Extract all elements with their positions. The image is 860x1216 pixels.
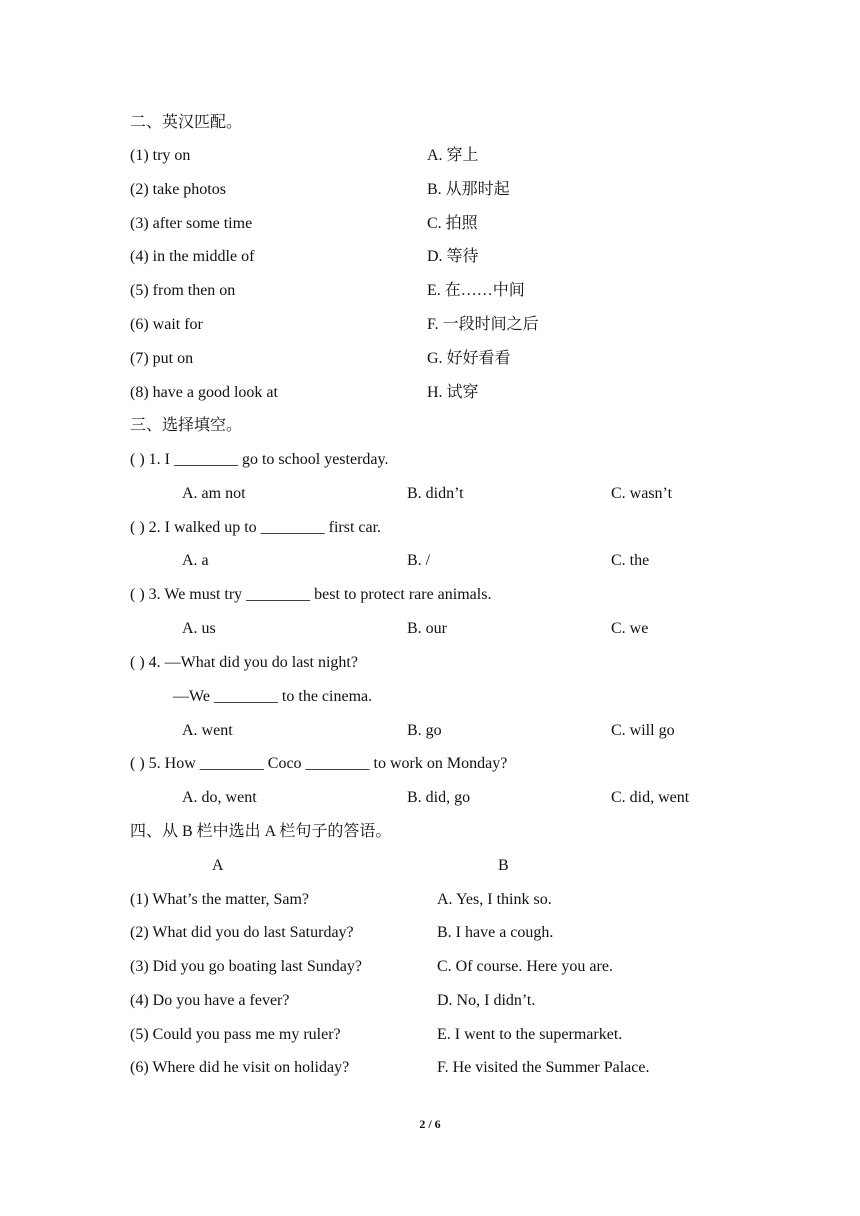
option-c: C. wasn’t xyxy=(611,485,673,502)
section2-heading: 二、英汉匹配。 xyxy=(130,114,243,131)
option-c: C. we xyxy=(611,620,649,637)
option-b: B. our xyxy=(407,620,447,637)
column-b-item: E. I went to the supermarket. xyxy=(437,1026,623,1043)
match-right-item: B. 从那时起 xyxy=(427,181,510,198)
column-b-item: D. No, I didn’t. xyxy=(437,992,536,1009)
match-right-item: G. 好好看看 xyxy=(427,350,511,367)
match-right-item: A. 穿上 xyxy=(427,147,479,164)
match-left-item: (6) wait for xyxy=(130,316,203,333)
column-a-item: (5) Could you pass me my ruler? xyxy=(130,1026,341,1043)
question-5: ( ) 5. How ________ Coco ________ to work on Monday? xyxy=(130,755,508,772)
column-a-item: (2) What did you do last Saturday? xyxy=(130,924,354,941)
match-right-item: F. 一段时间之后 xyxy=(427,316,539,333)
option-a: A. am not xyxy=(182,485,246,502)
column-a-item: (3) Did you go boating last Sunday? xyxy=(130,958,362,975)
match-right-item: C. 拍照 xyxy=(427,215,478,232)
option-a: A. do, went xyxy=(182,789,257,806)
column-a-item: (1) What’s the matter, Sam? xyxy=(130,891,310,908)
question-4: ( ) 4. —What did you do last night? xyxy=(130,654,358,671)
match-left-item: (2) take photos xyxy=(130,181,226,198)
option-b: B. go xyxy=(407,722,442,739)
option-c: C. did, went xyxy=(611,789,690,806)
section4-heading: 四、从 B 栏中选出 A 栏句子的答语。 xyxy=(130,823,392,840)
option-b: B. didn’t xyxy=(407,485,464,502)
option-b: B. / xyxy=(407,552,431,569)
match-left-item: (1) try on xyxy=(130,147,191,164)
option-a: A. us xyxy=(182,620,216,637)
option-b: B. did, go xyxy=(407,789,471,806)
section3-heading: 三、选择填空。 xyxy=(130,417,243,434)
question-3: ( ) 3. We must try ________ best to protect rare animals. xyxy=(130,586,492,603)
option-c: C. the xyxy=(611,552,650,569)
option-a: A. went xyxy=(182,722,233,739)
column-a-item: (4) Do you have a fever? xyxy=(130,992,290,1009)
column-b-item: F. He visited the Summer Palace. xyxy=(437,1059,650,1076)
option-a: A. a xyxy=(182,552,209,569)
question-2: ( ) 2. I walked up to ________ first car. xyxy=(130,519,382,536)
match-right-item: E. 在……中间 xyxy=(427,282,525,299)
match-right-item: H. 试穿 xyxy=(427,384,479,401)
match-left-item: (8) have a good look at xyxy=(130,384,278,401)
page-number: 2 / 6 xyxy=(419,1117,441,1131)
column-b-header: B xyxy=(498,857,509,874)
question-4-reply: —We ________ to the cinema. xyxy=(173,688,373,705)
match-left-item: (4) in the middle of xyxy=(130,248,255,265)
match-left-item: (7) put on xyxy=(130,350,194,367)
option-c: C. will go xyxy=(611,722,675,739)
column-b-item: A. Yes, I think so. xyxy=(437,891,552,908)
match-right-item: D. 等待 xyxy=(427,248,479,265)
column-b-item: C. Of course. Here you are. xyxy=(437,958,613,975)
column-a-header: A xyxy=(212,857,224,874)
column-b-item: B. I have a cough. xyxy=(437,924,554,941)
question-1: ( ) 1. I ________ go to school yesterday. xyxy=(130,451,389,468)
column-a-item: (6) Where did he visit on holiday? xyxy=(130,1059,350,1076)
match-left-item: (5) from then on xyxy=(130,282,236,299)
match-left-item: (3) after some time xyxy=(130,215,253,232)
